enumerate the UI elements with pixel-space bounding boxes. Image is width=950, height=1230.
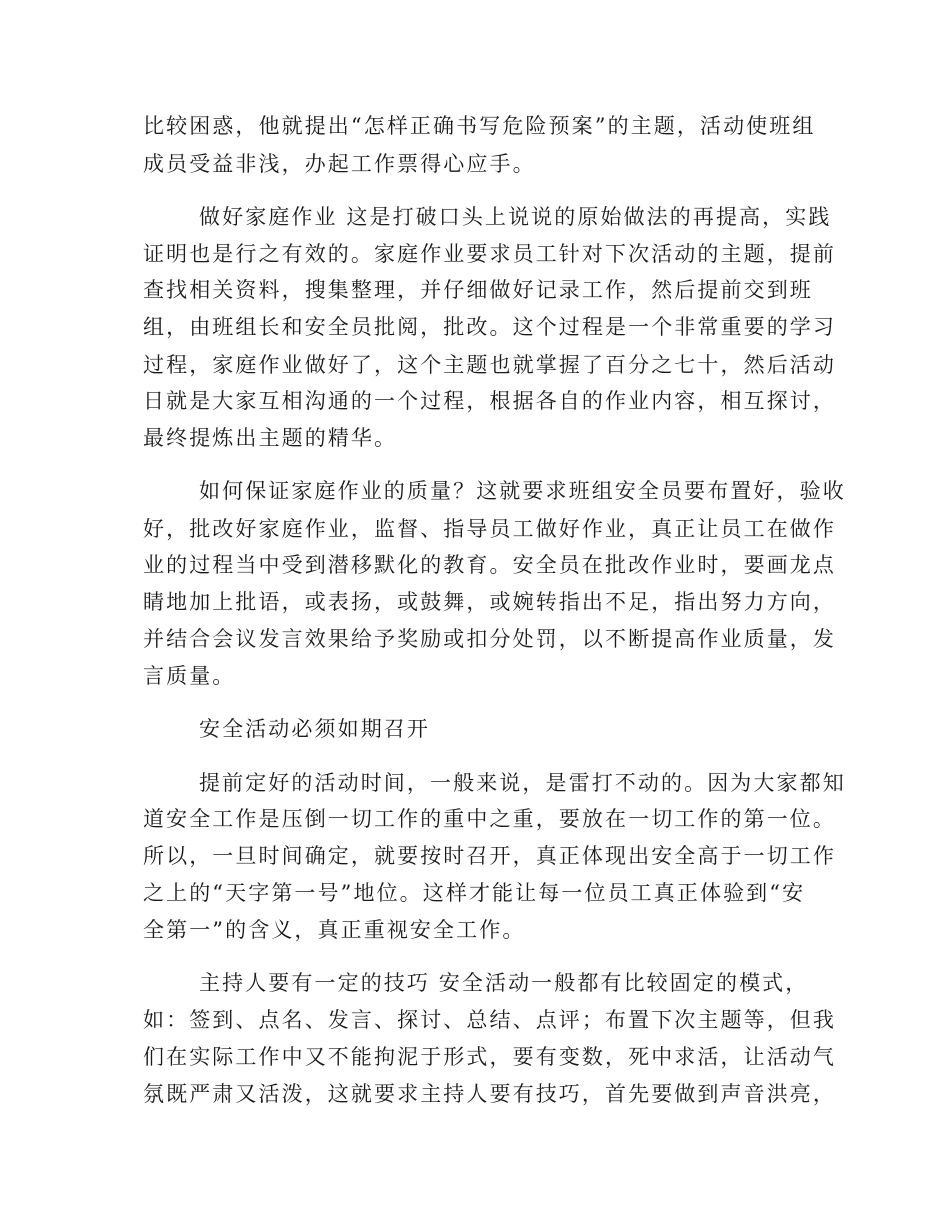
text-line: 组，由班组长和安全员批阅，批改。这个过程是一个非常重要的学习 [143, 315, 836, 339]
text-line: 全第一”的含义，真正重视安全工作。 [143, 918, 526, 942]
text-line: 成员受益非浅，办起工作票得心应手。 [143, 152, 536, 176]
text-line: 证明也是行之有效的。家庭作业要求员工针对下次活动的主题，提前 [143, 242, 836, 266]
text-line: 过程，家庭作业做好了，这个主题也就掌握了百分之七十，然后活动 [143, 353, 836, 377]
text-line: 们在实际工作中又不能拘泥于形式，要有变数，死中求活，让活动气 [143, 1045, 836, 1069]
text-line: 言质量。 [143, 664, 236, 688]
text-line: 查找相关资料，搜集整理，并仔细做好记录工作，然后提前交到班 [143, 278, 813, 302]
text-line: 好，批改好家庭作业，监督、指导员工做好作业，真正让员工在做作 [143, 517, 836, 541]
text-line: 如何保证家庭作业的质量？这就要求班组安全员要布置好，验收 [199, 479, 846, 503]
text-line: 并结合会议发言效果给予奖励或扣分处罚，以不断提高作业质量，发 [143, 627, 836, 651]
text-line: 氛既严肃又活泼，这就要求主持人要有技巧，首先要做到声音洪亮， [143, 1082, 836, 1106]
text-line: 日就是大家互相沟通的一个过程，根据各自的作业内容，相互探讨， [143, 389, 836, 413]
text-line: 业的过程当中受到潜移默化的教育。安全员在批改作业时，要画龙点 [143, 553, 836, 577]
text-line: 之上的“天字第一号”地位。这样才能让每一位员工真正体验到“安 [143, 881, 806, 905]
text-line: 道安全工作是压倒一切工作的重中之重，要放在一切工作的第一位。 [143, 807, 836, 831]
text-line: 提前定好的活动时间，一般来说，是雷打不动的。因为大家都知 [199, 771, 846, 795]
text-line: 做好家庭作业 这是打破口头上说说的原始做法的再提高，实践 [199, 205, 832, 229]
section-heading: 安全活动必须如期召开 [199, 717, 430, 741]
text-line: 如：签到、点名、发言、探讨、总结、点评；布置下次主题等，但我 [143, 1008, 836, 1032]
text-line: 最终提炼出主题的精华。 [143, 426, 398, 450]
text-line: 比较困惑，他就提出“怎样正确书写危险预案”的主题，活动使班组 [143, 114, 816, 138]
text-line: 睛地加上批语，或表扬，或鼓舞，或婉转指出不足，指出努力方向， [143, 590, 836, 614]
text-line: 所以，一旦时间确定，就要按时召开，真正体现出安全高于一切工作 [143, 844, 836, 868]
text-line: 主持人要有一定的技巧 安全活动一般都有比较固定的模式， [199, 971, 809, 995]
